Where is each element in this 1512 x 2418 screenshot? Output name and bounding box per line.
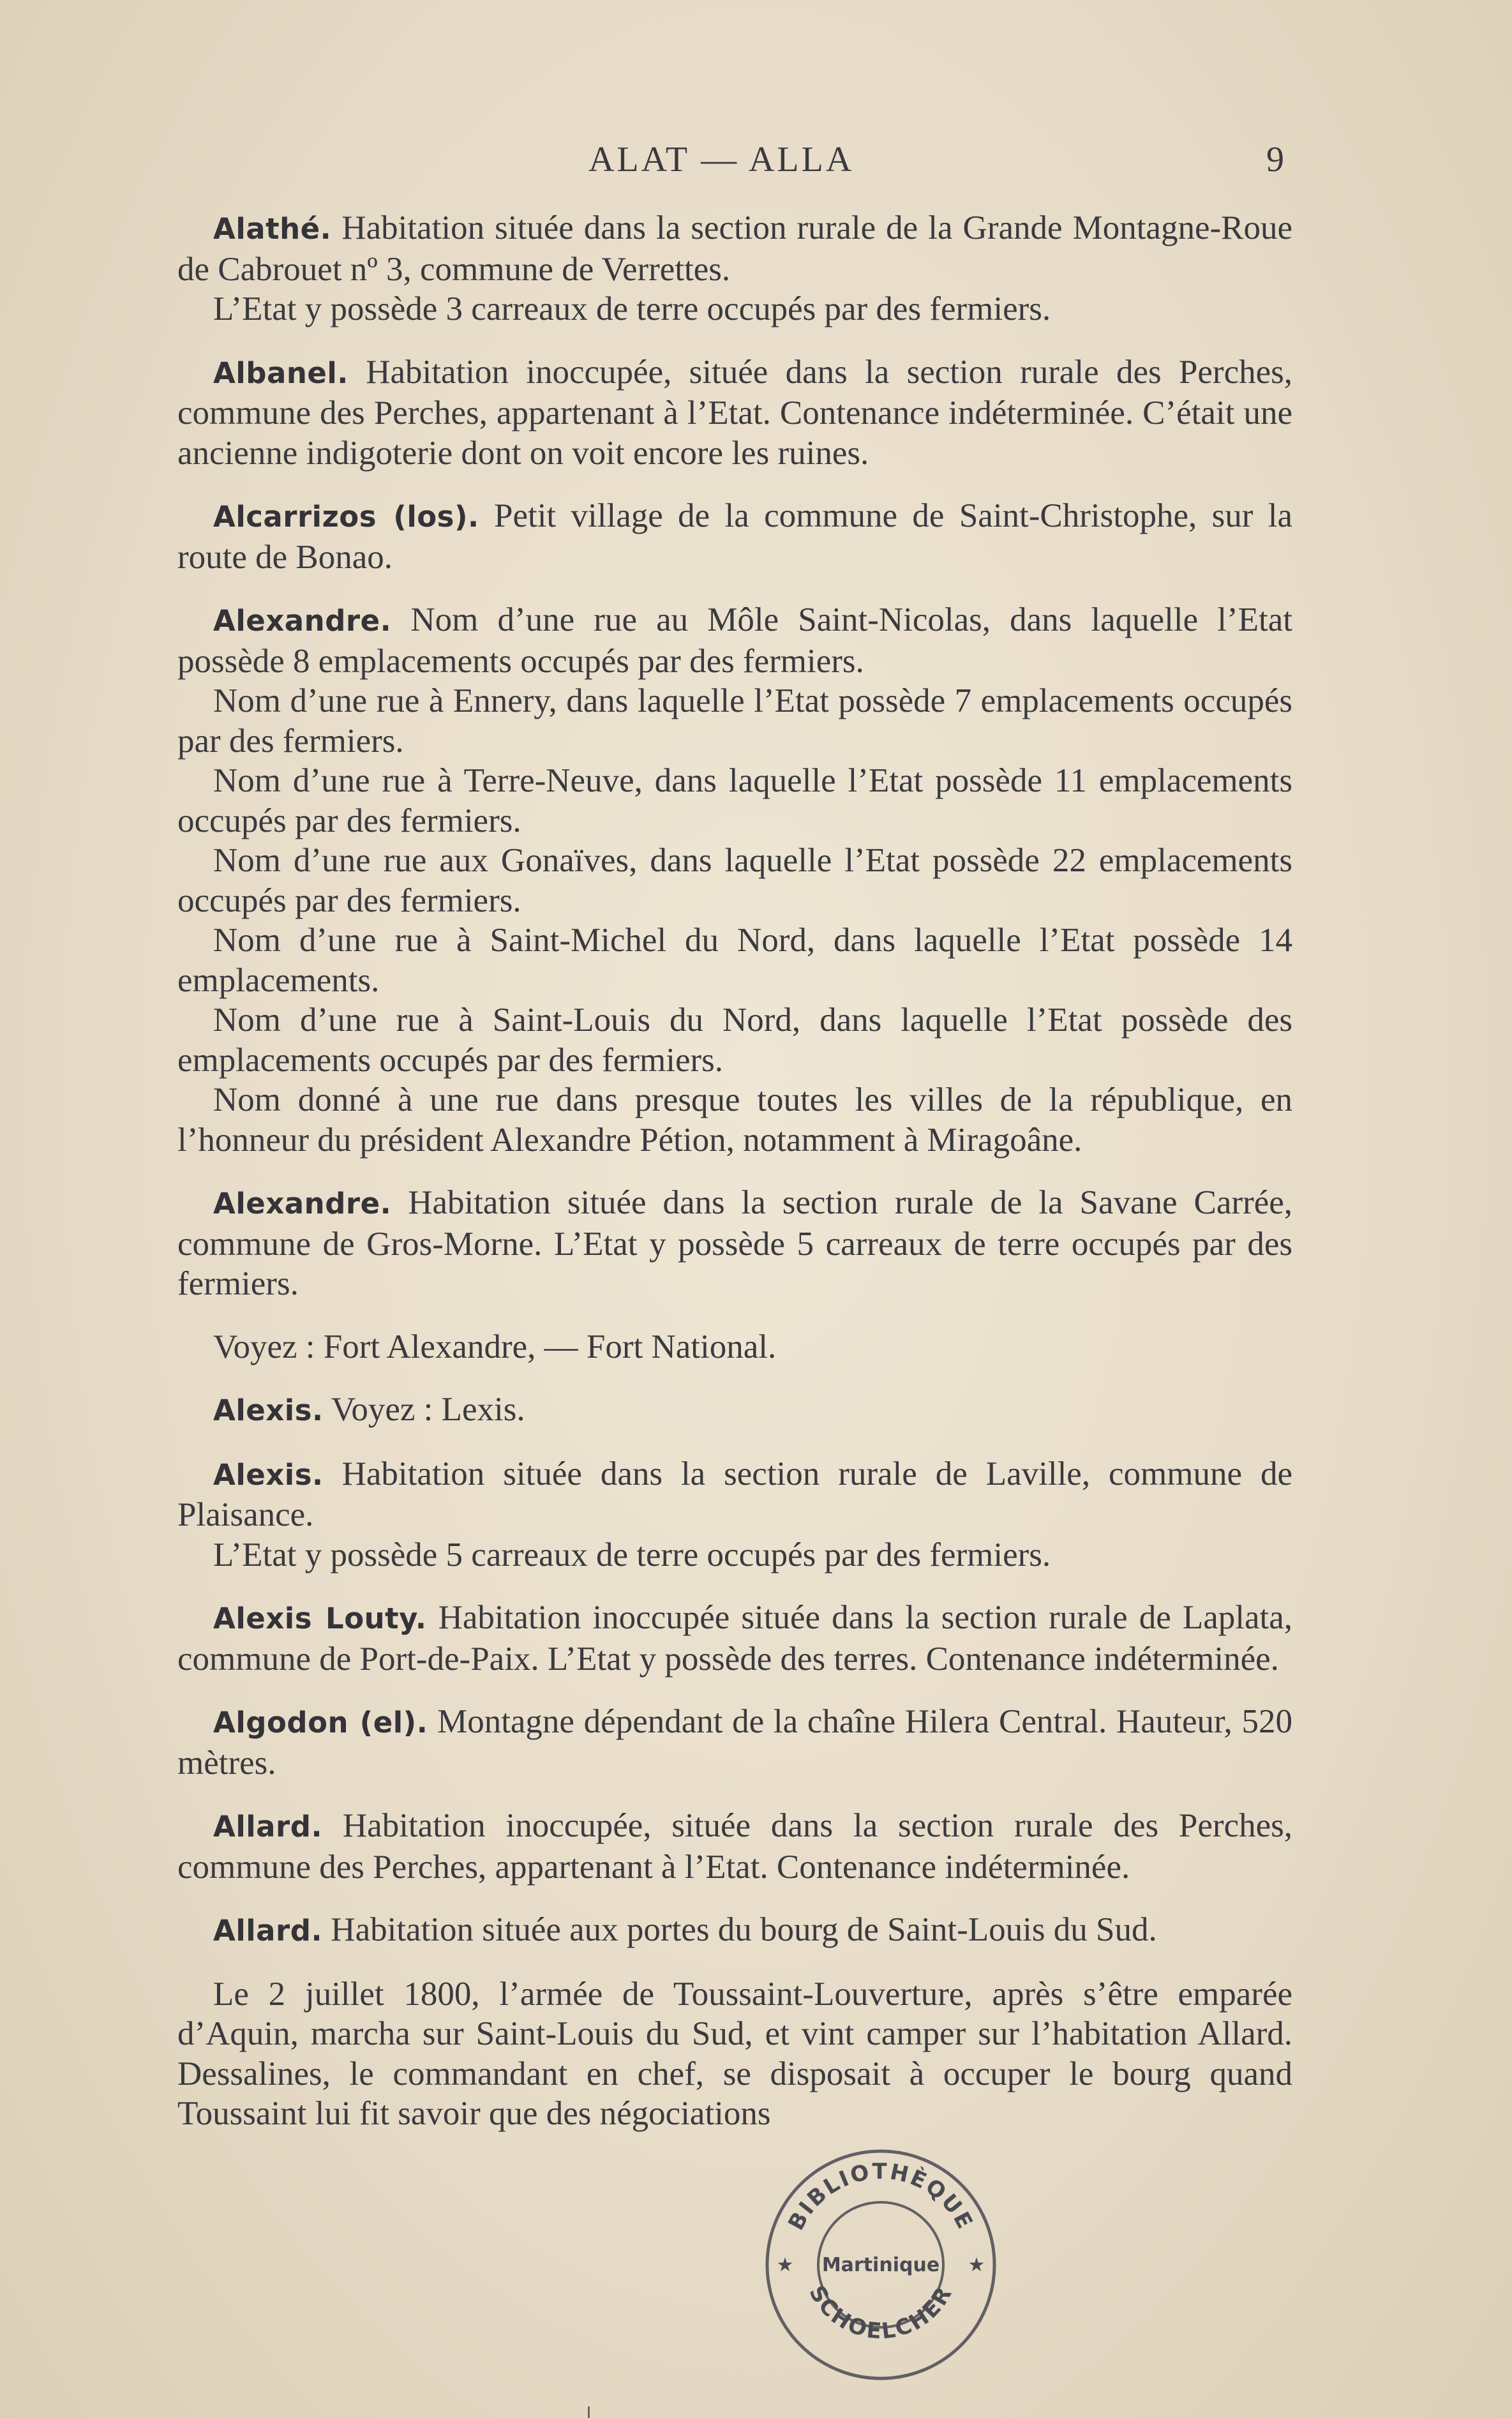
entry-text: Montagne dépendant de la chaîne Hilera Central. Hauteur, 520 mètres.: [177, 1703, 1292, 1782]
headword: Alexandre.: [213, 1187, 392, 1220]
running-header: [0, 139, 1512, 190]
svg-text:BIBLIOTHÈQUE: [783, 2159, 978, 2235]
library-stamp: [760, 2144, 1002, 2386]
headword: Alexandre.: [213, 604, 392, 638]
entry-text: Nom donné à une rue dans presque toutes les villes de la république, en l’honneur du président Alexandre Pétion, notamment à Miragoâne.: [177, 1081, 1292, 1159]
entry-see-also: [177, 1327, 1292, 1367]
bottom-mark: [588, 2407, 590, 2418]
entry-allard-perches: [177, 1806, 1292, 1887]
headword: Alathé.: [213, 212, 332, 246]
header-title: ALAT — ALLA: [588, 140, 855, 179]
headword: Allard.: [213, 1810, 323, 1844]
entry-text: Habitation située dans la section rurale de la Savane Carrée, commune de Gros-Morne. L’Etat y possède 5 carreaux de terre occupés par des fermiers.: [177, 1184, 1293, 1302]
entry-text: Voyez : Fort Alexandre, — Fort National.: [213, 1328, 777, 1365]
entry-text: Habitation située dans la section rurale de la Grande Montagne-Roue de Cabrouet nº 3, commune de Verrettes.: [177, 209, 1293, 288]
page-number: 9: [1266, 140, 1287, 179]
stamp-seal-icon: [760, 2144, 1002, 2386]
entry-alexis-see: [177, 1390, 1292, 1431]
entry-allard-saint-louis: [177, 1910, 1292, 1951]
entry-text: Habitation située aux portes du bourg de Saint-Louis du Sud.: [331, 1911, 1157, 1948]
dictionary-text: [177, 208, 1292, 2157]
headword: Alcarrizos (los).: [213, 500, 479, 534]
entry-albanel: [177, 352, 1292, 474]
star-icon: ★: [776, 2254, 794, 2276]
entry-text: Nom d’une rue à Saint-Michel du Nord, dans laquelle l’Etat possède 14 emplacements.: [177, 922, 1292, 999]
stamp-center-text: Martinique: [821, 2254, 940, 2276]
entry-text: Petit village de la commune de Saint-Christophe, sur la route de Bonao.: [177, 497, 1293, 576]
stamp-top-text: BIBLIOTHÈQUE: [783, 2159, 978, 2235]
headword: Allard.: [213, 1914, 323, 1948]
entry-alathe: [177, 208, 1292, 329]
entry-alexis-louty: [177, 1598, 1292, 1679]
entry-text: L’Etat y possède 3 carreaux de terre occupés par des fermiers.: [213, 290, 1051, 327]
entry-text: Le 2 juillet 1800, l’armée de Toussaint-Louverture, après s’être emparée d’Aquin, marcha sur Saint-Louis du Sud, et vint camper sur l’habitation Allard. Dessalines, le commandant en chef, se disposait à occuper le bourg quand Toussaint lui fit savoir que des négociations: [177, 1975, 1292, 2132]
headword: Alexis.: [213, 1457, 324, 1492]
headword: Alexis Louty.: [213, 1602, 427, 1635]
entry-text: Habitation située dans la section rurale de Laville, commune de Plaisance.: [177, 1455, 1293, 1533]
entry-text: Nom d’une rue à Ennery, dans laquelle l’Etat possède 7 emplacements occupés par des fermiers.: [177, 682, 1292, 760]
entry-text: Nom d’une rue au Môle Saint-Nicolas, dans laquelle l’Etat possède 8 emplacements occupés par des fermiers.: [177, 601, 1292, 680]
entry-allard-history: [177, 1974, 1292, 2134]
entry-text: Nom d’une rue à Saint-Louis du Nord, dans laquelle l’Etat possède des emplacements occupés par des fermiers.: [177, 1002, 1292, 1079]
headword: Alexis.: [213, 1393, 324, 1427]
stamp-bottom-text: SCHOELCHER: [804, 2281, 958, 2345]
entry-alexandre-streets: [177, 600, 1292, 1160]
entry-text: Habitation inoccupée, située dans la section rurale des Perches, commune des Perches, appartenant à l’Etat. Contenance indéterminée.: [177, 1807, 1293, 1886]
svg-text:SCHOELCHER: [804, 2281, 958, 2345]
entry-text: Habitation inoccupée, située dans la section rurale des Perches, commune des Perches, appartenant à l’Etat. Contenance indéterminée. C’était une ancienne indigoterie dont on voit encore les ruines.: [177, 353, 1293, 472]
entry-text: Voyez : Lexis.: [331, 1391, 525, 1428]
entry-text: Nom d’une rue aux Gonaïves, dans laquelle l’Etat possède 22 emplacements occupés par des fermiers.: [177, 842, 1292, 919]
headword: Albanel.: [213, 356, 348, 390]
entry-text: Habitation inoccupée située dans la section rurale de Laplata, commune de Port-de-Paix. L’Etat y possède des terres. Contenance indéterminée.: [177, 1599, 1293, 1678]
entry-alcarrizos: [177, 496, 1292, 577]
entry-alexis-habitation: [177, 1454, 1292, 1575]
entry-text: Nom d’une rue à Terre-Neuve, dans laquelle l’Etat possède 11 emplacements occupés par des fermiers.: [177, 762, 1292, 839]
entry-text: L’Etat y possède 5 carreaux de terre occupés par des fermiers.: [213, 1536, 1051, 1573]
headword: Algodon (el).: [213, 1706, 428, 1739]
star-icon: ★: [968, 2254, 985, 2276]
entry-alexandre-habitation: [177, 1183, 1292, 1304]
entry-algodon: [177, 1702, 1292, 1783]
